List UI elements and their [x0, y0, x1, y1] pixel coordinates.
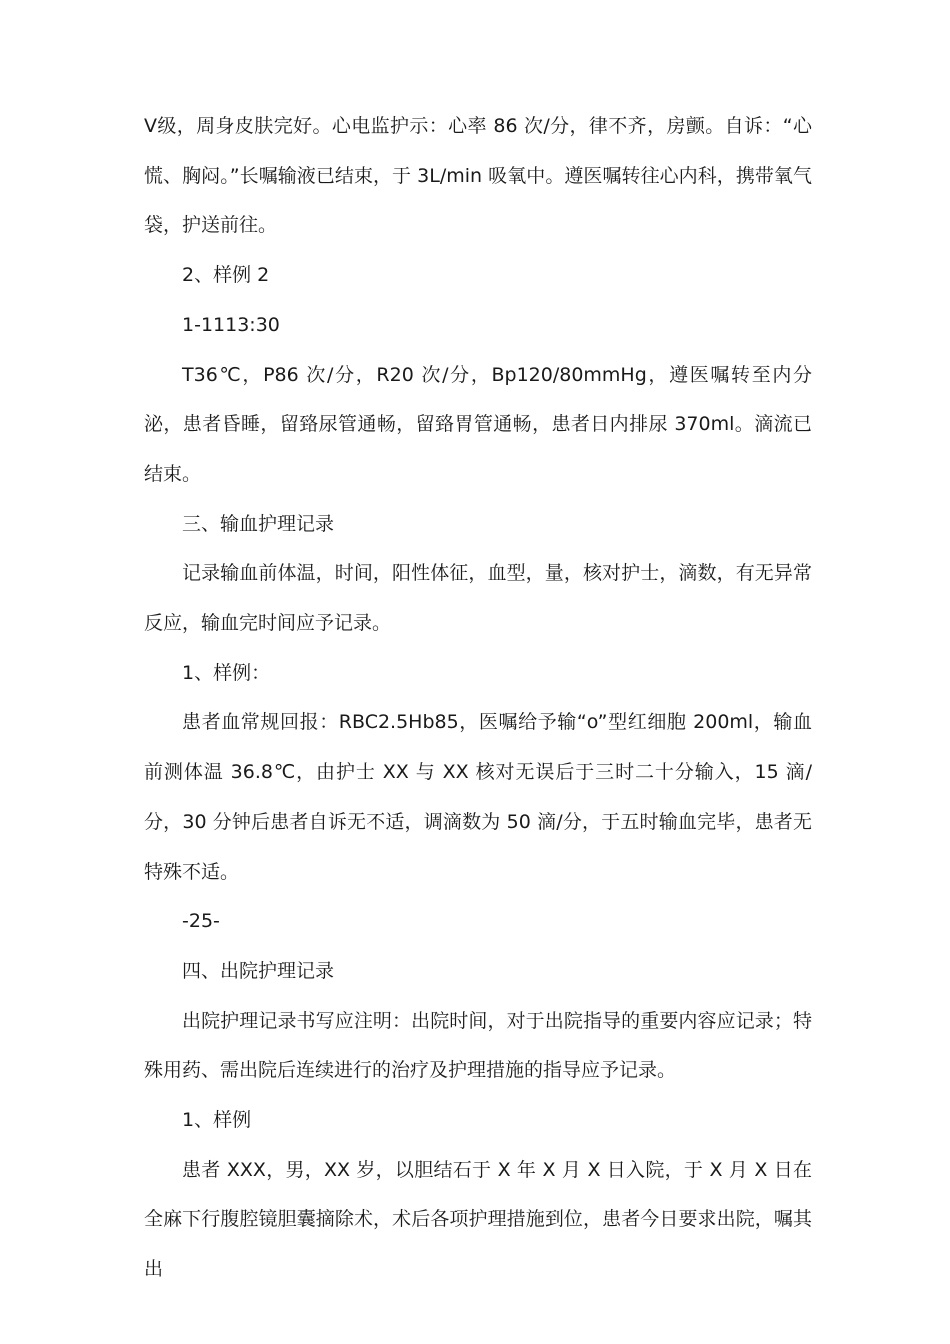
paragraph-transfusion-requirements: 记录输血前体温，时间，阳性体征，血型，量，核对护士，滴数，有无异常反应，输血完时间应予记录。: [144, 562, 812, 635]
heading-transfusion-record: 三、输血护理记录: [182, 512, 335, 535]
heading-discharge-sample: 1、样例: [182, 1109, 252, 1132]
record-timestamp: 1-1113:30: [182, 313, 280, 336]
paragraph-transfusion-sample: 患者血常规回报：RBC2.5Hb85，医嘱给予输“o”型红细胞 200ml，输血前测体温 36.8℃，由护士 XX 与 XX 核对无误后于三时二十分输入，15 滴/分，30 分钟后患者自诉无不适，调滴数为 50 滴/分，于五时输血完毕，患者无特殊不适。: [144, 711, 812, 883]
paragraph-vitals: T36℃，P86 次/分，R20 次/分，Bp120/80mmHg，遵医嘱转至内分泌，患者昏睡，留臵尿管通畅，留臵胃管通畅，患者日内排尿 370ml。滴流已结束。: [144, 363, 812, 485]
page-number: -25-: [182, 910, 220, 933]
document-body: [144, 102, 812, 1295]
heading-transfusion-sample: 1、样例：: [182, 661, 271, 684]
heading-discharge-record: 四、出院护理记录: [182, 959, 335, 982]
paragraph-discharge-sample: 患者 XXX，男，XX 岁，以胆结石于 X 年 X 月 X 日入院，于 X 月 X 日在全麻下行腹腔镜胆囊摘除术，术后各项护理措施到位，患者今日要求出院，嘱其出: [144, 1158, 812, 1281]
paragraph-discharge-requirements: 出院护理记录书写应注明：出院时间，对于出院指导的重要内容应记录；特殊用药、需出院后连续进行的治疗及护理措施的指导应予记录。: [144, 1009, 812, 1082]
paragraph-cardiac-transfer: Ⅴ级，周身皮肤完好。心电监护示：心率 86 次/分，律不齐，房颤。自诉：“心慌、胸闷。”长嘱输液已结束，于 3L/min 吸氧中。遵医嘱转往心内科，携带氧气袋，护送前往。: [144, 115, 812, 237]
heading-sample-2: 2、样例 2: [182, 264, 270, 287]
